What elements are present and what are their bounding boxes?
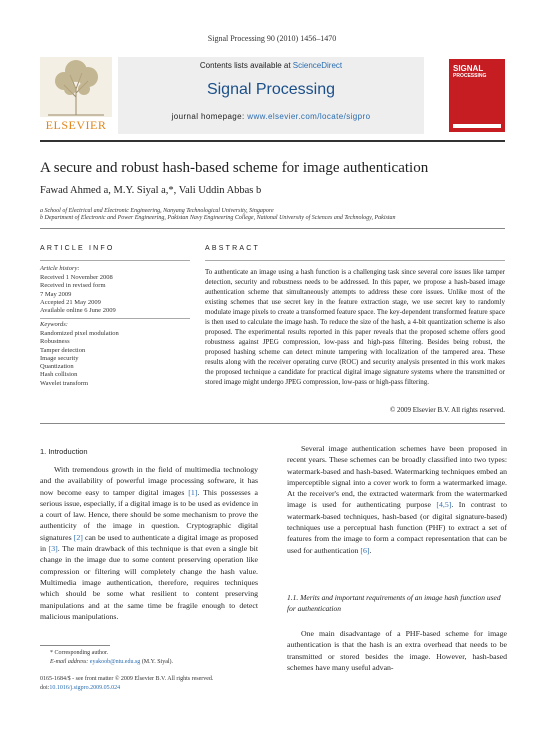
- email-label: E-mail address:: [50, 659, 90, 665]
- history-list: [40, 274, 116, 315]
- issn-line: 0165-1684/$ - see front matter © 2009 Elsevier B.V. All rights reserved.: [40, 676, 214, 682]
- intro-text: . In contrast to watermark-based techniques, hash-based (or digital signature-based) techniques use a perceptual hash function (PHF) to extract a set of features from the image to form a compact representation that can be used for authentication: [287, 500, 507, 555]
- elsevier-logo: [40, 57, 112, 134]
- abstract-heading: ABSTRACT: [205, 245, 260, 252]
- keyword-item: Quantization: [40, 363, 74, 371]
- abstract-text: To authenticate an image using a hash function is a challenging task since several core issues like tamper detection, security and robustness needs to be addressed. In this paper, we propose a hash-based image authentication scheme that simultaneously attempts to address these core issues. Unlike most of the existing schemes that use secret key in the feature extraction stage, we use secret key to randomly modulate image pixels to create a transformed feature space. The key-dependent transformed feature space is then used to calculate the image hash. To reduce the size of the hash, a 4-bit quantization scheme is also proposed. The experimental results reported in this paper reveals that the proposed scheme offers good robustness against JPEG compression, low-pass and high-pass filtering. Besides being robust, the proposed hashing scheme can detect minute tampering with localization of the tampered area. These results along with the receiver operating curve (ROC) and security analysis presented in this work makes the proposed technique a candidate for practical digital image signature systems where the transmitted or stored image might undergo JPEG compression, low-pass or high-pass filtering.: [205, 268, 505, 386]
- journal-homepage: [118, 112, 424, 121]
- journal-reference: Signal Processing 90 (2010) 1456–1470: [207, 34, 337, 43]
- keyword-item: Tamper detection: [40, 346, 86, 354]
- masthead: [40, 57, 505, 134]
- copyright-notice: © 2009 Elsevier B.V. All rights reserved.: [389, 406, 505, 414]
- author-list: Fawad Ahmed a, M.Y. Siyal a,*, Vali Uddin Abbas b: [40, 185, 262, 196]
- intro-paragraph-1: [40, 464, 258, 622]
- cover-title-1: SIGNAL: [453, 64, 484, 73]
- intro-text: . This possesses a serious issue, especially, if a digital image is to be used as evidence in a court of law. Hence, there should be some mechanism to prove the authenticity of the image in question. Cryptographic digital signatures: [40, 487, 259, 542]
- intro-text: With tremendous growth in the field of multimedia technology and the availability of powerful image processing software, it has now become easy to tamper digital images: [40, 465, 258, 497]
- article-title: A secure and robust hash-based scheme for image authentication: [40, 160, 429, 176]
- citation-link[interactable]: [6]: [360, 545, 370, 555]
- corresponding-author-note: * Corresponding author.: [50, 650, 109, 656]
- history-item: Available online 6 June 2009: [40, 307, 116, 315]
- history-item: Received 1 November 2008: [40, 274, 113, 281]
- doi-line: [40, 685, 120, 691]
- intro-text: .: [369, 545, 372, 555]
- history-label: Article history:: [40, 265, 80, 272]
- keyword-item: Hash collision: [40, 371, 78, 379]
- doi-link[interactable]: 10.1016/j.sigpro.2009.05.024: [49, 685, 121, 691]
- journal-banner: [118, 57, 424, 134]
- tree-logo-icon: [40, 57, 112, 117]
- keywords-label: Keywords:: [40, 321, 68, 328]
- subsection-1-1-heading: 1.1. Merits and important requirements of an image hash function used for authentication: [287, 593, 501, 613]
- elsevier-wordmark: ELSEVIER: [45, 118, 107, 132]
- email-link[interactable]: eyakoob@ntu.edu.sg: [89, 659, 141, 665]
- homepage-prefix: journal homepage:: [171, 112, 248, 121]
- intro-text: . The main drawback of this technique is that even a single bit change in the image due to some content preserving operation like compression or filtering will completely change the hash value. Multimedia image authentication, therefore, requires techniques which should be some what resilient to content preserving manipulations and at the same time be fragile enough to detect malicious manipulations.: [40, 544, 258, 621]
- abstract-bottom-rule: [40, 423, 505, 424]
- intro-paragraph-2: [287, 443, 507, 556]
- keywords-list: [40, 330, 119, 388]
- intro-text: Several image authentication schemes have been proposed in recent years. These schemes can be broadly classified into two types: watermark-based and hash-based. Watermarking techniques embed an imperceptible signal into a cover work to form a watermarked image. At the receiver's end, the extracted watermark from the watermarked image is used for authenticating purpose: [287, 444, 507, 510]
- sciencedirect-link[interactable]: ScienceDirect: [292, 61, 343, 70]
- contents-line: [118, 61, 424, 70]
- keyword-item: Image security: [40, 354, 79, 362]
- footnote-rule: [40, 645, 110, 646]
- citation-link[interactable]: [1]: [188, 487, 198, 497]
- header-rule: [40, 140, 505, 142]
- journal-cover-thumbnail: [449, 59, 505, 132]
- contents-prefix: Contents lists available at: [199, 61, 293, 70]
- article-info-heading: ARTICLE INFO: [40, 245, 115, 252]
- article-info-rule: [40, 260, 190, 261]
- keyword-item: Robustness: [40, 338, 70, 346]
- intro-text: can be used to authenticate a digital image as proposed in: [40, 532, 258, 554]
- citation-link[interactable]: [3]: [48, 544, 58, 554]
- affiliation-a: a School of Electrical and Electronic Engineering, Nanyang Technological University, Singapore: [40, 208, 274, 214]
- history-item: Accepted 21 May 2009: [40, 298, 101, 306]
- history-item: Received in revised form: [40, 282, 106, 290]
- email-suffix: (M.Y. Siyal).: [140, 659, 174, 665]
- keyword-item: Randomized pixel modulation: [40, 330, 119, 337]
- journal-title: Signal Processing: [206, 81, 336, 98]
- section-1-heading: 1. Introduction: [40, 447, 88, 456]
- section-rule: [40, 228, 505, 229]
- affiliation-b: b Department of Electronic and Power Engineering, Pakistan Navy Engineering College, National University of Sciences and Technology, Pakistan: [40, 215, 396, 221]
- subsection-paragraph: One main disadvantage of a PHF-based scheme for image authentication is that the hash is an extra overhead that needs to be transmitted or stored besides the image. However, hash-based schemes have many useful advan-: [287, 629, 507, 672]
- keyword-item: Wavelet transform: [40, 379, 89, 387]
- keywords-rule: [40, 318, 190, 319]
- citation-link[interactable]: [2]: [73, 532, 83, 542]
- history-item: 7 May 2009: [40, 290, 72, 298]
- citation-link[interactable]: [4,5]: [436, 500, 452, 510]
- email-note: [50, 659, 173, 665]
- homepage-url-link[interactable]: www.elsevier.com/locate/sigpro: [247, 112, 371, 121]
- doi-label: doi:: [40, 685, 50, 691]
- cover-bar: [453, 124, 501, 128]
- cover-title-2: PROCESSING: [453, 73, 487, 79]
- abstract-rule: [205, 260, 505, 261]
